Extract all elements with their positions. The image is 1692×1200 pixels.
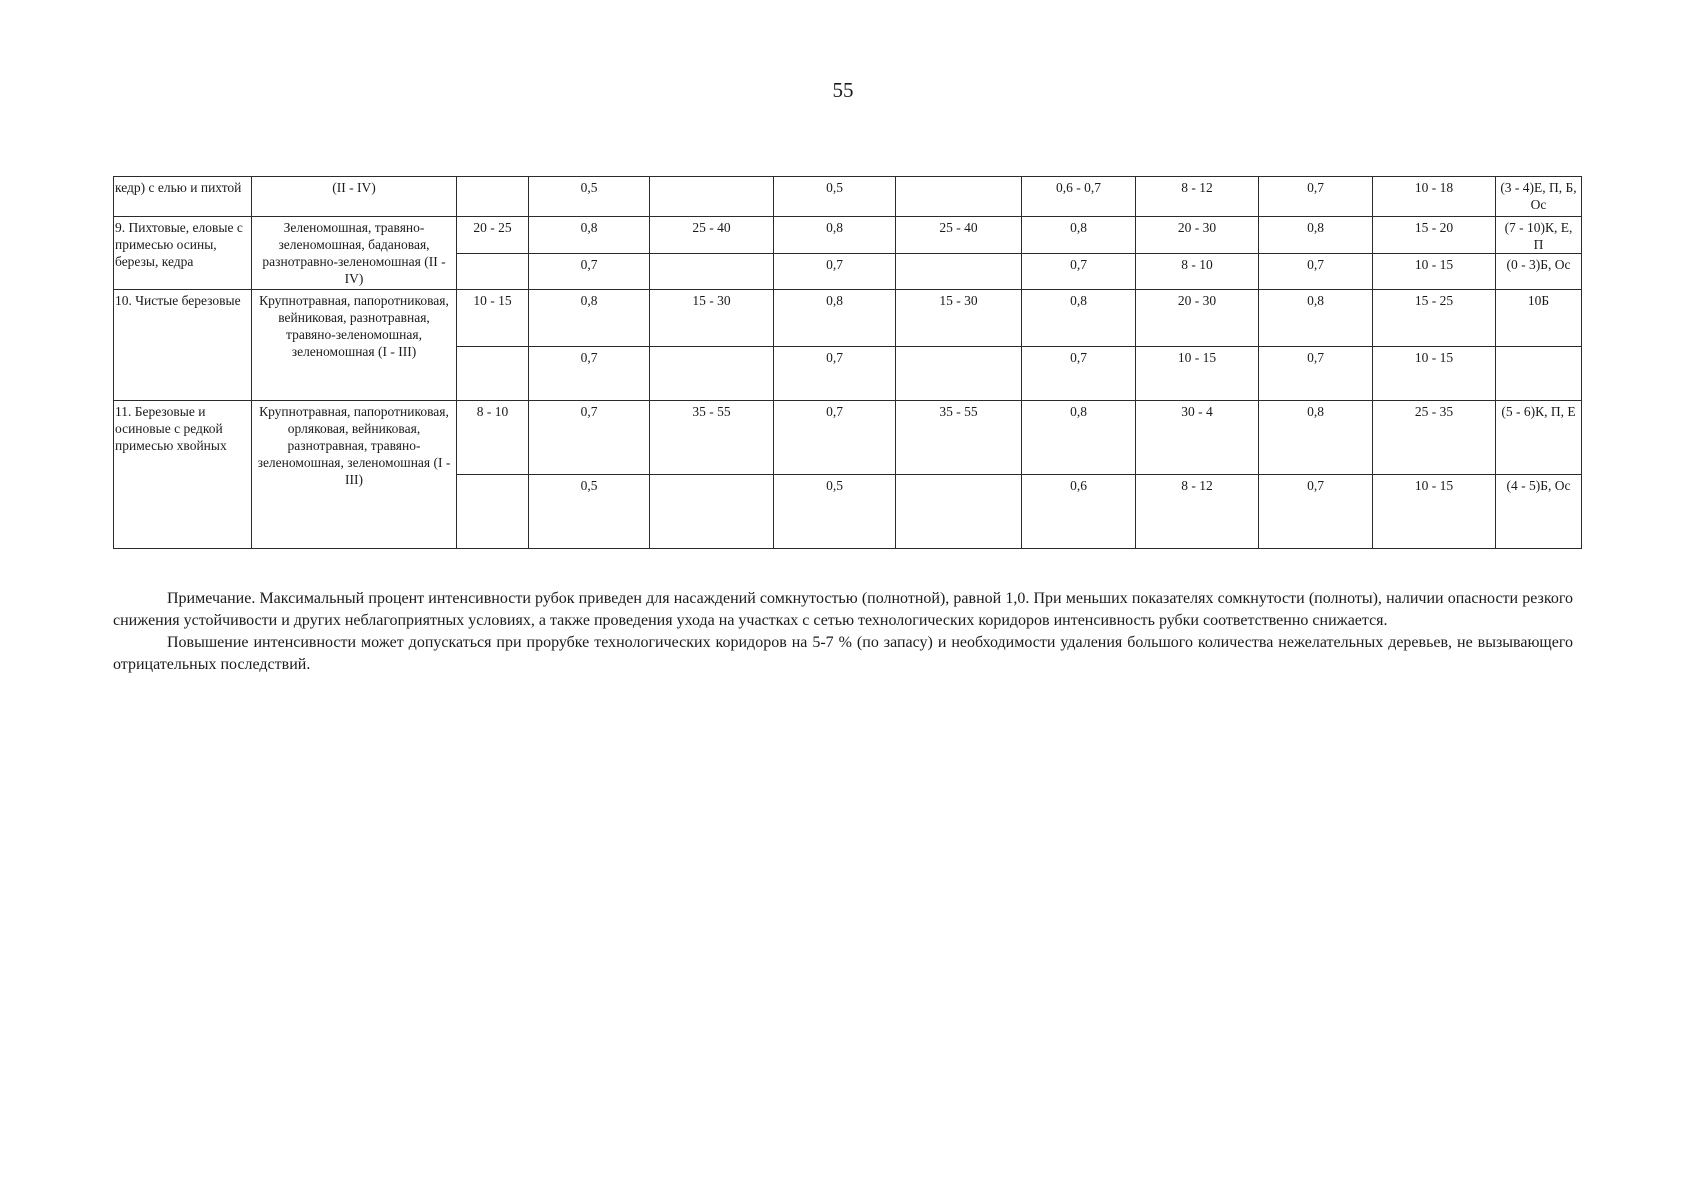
table-cell: 10Б [1496, 290, 1582, 347]
table-cell: 15 - 25 [1373, 290, 1496, 347]
table-cell: 0,7 [774, 401, 896, 475]
table-row [114, 177, 1582, 217]
table-cell: 8 - 10 [1136, 254, 1259, 290]
table-cell: 0,8 [1022, 401, 1136, 475]
table-cell: 35 - 55 [896, 401, 1022, 475]
table-cell [1496, 347, 1582, 401]
table-cell: 25 - 40 [896, 217, 1022, 254]
table-cell: 25 - 35 [1373, 401, 1496, 475]
table-cell [650, 254, 774, 290]
table-cell: 0,7 [1259, 347, 1373, 401]
forestry-table [113, 176, 1582, 549]
table-cell: (3 - 4)Е, П, Б, Ос [1496, 177, 1582, 217]
table-cell: 10 - 15 [1136, 347, 1259, 401]
table-cell [650, 177, 774, 217]
site-type-cell: Крупнотравная, папоротниковая, орляковая, вейниковая, разнотравная, травяно-зеленомошная, зеленомошная (I - III) [252, 401, 457, 549]
table-cell: 0,7 [529, 254, 650, 290]
table-row [114, 290, 1582, 347]
table-cell: 0,5 [774, 475, 896, 549]
table-cell: 0,7 [1259, 475, 1373, 549]
table-cell [896, 254, 1022, 290]
table-cell: 0,7 [1022, 254, 1136, 290]
site-type-cell: Зеленомошная, травяно-зеленомошная, бадановая, разнотравно-зеленомошная (II - IV) [252, 217, 457, 290]
table-row [114, 401, 1582, 475]
table-cell [896, 347, 1022, 401]
table-cell: 15 - 30 [896, 290, 1022, 347]
stand-group-cell: кедр) с елью и пихтой [114, 177, 252, 217]
table-cell: (0 - 3)Б, Ос [1496, 254, 1582, 290]
table-cell: (7 - 10)К, Е, П [1496, 217, 1582, 254]
site-type-cell: Крупнотравная, папоротниковая, вейниковая, разнотравная, травяно-зеленомошная, зеленомошная (I - III) [252, 290, 457, 401]
table-cell [896, 177, 1022, 217]
table-cell: 20 - 30 [1136, 290, 1259, 347]
table-cell: 0,5 [774, 177, 896, 217]
table-cell: 0,8 [529, 290, 650, 347]
table-cell: 8 - 12 [1136, 475, 1259, 549]
table-cell: 0,7 [1259, 177, 1373, 217]
table-cell: 10 - 15 [1373, 347, 1496, 401]
table-cell [650, 347, 774, 401]
table-cell: 0,6 - 0,7 [1022, 177, 1136, 217]
table-cell: 10 - 15 [1373, 254, 1496, 290]
table-cell: 0,8 [1259, 217, 1373, 254]
table-cell: 10 - 18 [1373, 177, 1496, 217]
table-cell: 30 - 4 [1136, 401, 1259, 475]
site-type-cell: (II - IV) [252, 177, 457, 217]
table-cell: 0,8 [774, 217, 896, 254]
table-cell: 8 - 12 [1136, 177, 1259, 217]
table-cell [457, 347, 529, 401]
stand-group-cell: 9. Пихтовые, еловые с примесью осины, березы, кедра [114, 217, 252, 290]
table-cell: 0,7 [774, 254, 896, 290]
table-cell [896, 475, 1022, 549]
table-cell: 15 - 30 [650, 290, 774, 347]
table-cell: 15 - 20 [1373, 217, 1496, 254]
table-cell: 10 - 15 [1373, 475, 1496, 549]
table-cell: 8 - 10 [457, 401, 529, 475]
table-body [114, 177, 1582, 549]
table-cell: 0,7 [1259, 254, 1373, 290]
table-cell: 0,5 [529, 177, 650, 217]
note-section [113, 588, 1573, 676]
table-cell: (4 - 5)Б, Ос [1496, 475, 1582, 549]
table-cell: 25 - 40 [650, 217, 774, 254]
note-paragraph-2: Повышение интенсивности может допускаться при прорубке технологических коридоров на 5-7 % (по запасу) и необходимости удаления большого количества нежелательных деревьев, не вызывающего отрицательных последствий. [113, 634, 1573, 673]
table-cell: 0,8 [1259, 290, 1373, 347]
table-cell: (5 - 6)К, П, Е [1496, 401, 1582, 475]
table-cell: 0,7 [529, 347, 650, 401]
table-cell [650, 475, 774, 549]
table-cell: 0,8 [1022, 217, 1136, 254]
table-cell: 0,7 [529, 401, 650, 475]
table-cell: 0,8 [774, 290, 896, 347]
table-cell: 20 - 25 [457, 217, 529, 254]
table-cell: 0,6 [1022, 475, 1136, 549]
table-cell [457, 177, 529, 217]
table-cell [457, 475, 529, 549]
table-cell: 0,5 [529, 475, 650, 549]
page-number: 55 [832, 78, 854, 102]
table-cell: 20 - 30 [1136, 217, 1259, 254]
table-cell: 0,8 [1259, 401, 1373, 475]
stand-group-cell: 11. Березовые и осиновые с редкой примесью хвойных [114, 401, 252, 549]
stand-group-cell: 10. Чистые березовые [114, 290, 252, 401]
note-paragraph-1: Примечание. Максимальный процент интенсивности рубок приведен для насаждений сомкнутостью (полнотной), равной 1,0. При меньших показателях сомкнутости (полноты), наличии опасности резкого снижения устойчивости и других неблагоприятных условиях, а также проведения ухода на участках с сетью технологических коридоров интенсивность рубки соответственно снижается. [113, 590, 1573, 629]
table-cell [457, 254, 529, 290]
table-cell: 0,7 [774, 347, 896, 401]
table-cell: 0,8 [529, 217, 650, 254]
table-cell: 0,7 [1022, 347, 1136, 401]
table-cell: 0,8 [1022, 290, 1136, 347]
table-row [114, 217, 1582, 254]
table-cell: 35 - 55 [650, 401, 774, 475]
table-cell: 10 - 15 [457, 290, 529, 347]
